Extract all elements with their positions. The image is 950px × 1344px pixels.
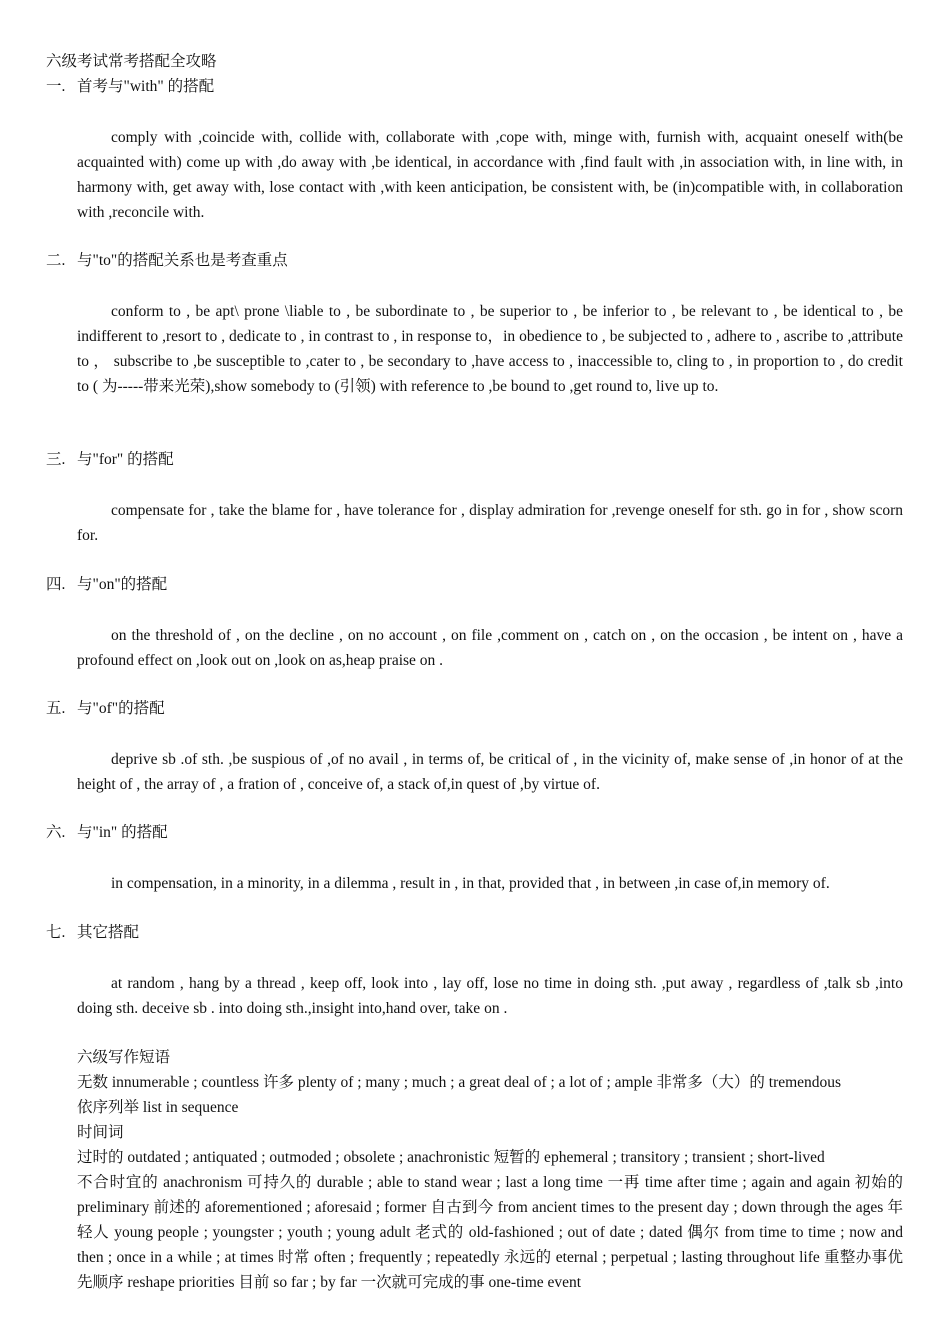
section-number: 五. — [46, 700, 66, 717]
writing-paragraph-time: 不合时宜的 anachronism 可持久的 durable ; able to stand wear ; last a long time 一再 time after time ; again and again 初始的 preliminary 前述的 aforementioned ; aforesaid ; former 自古到今 from ancient times to the present day ; down through the ages 年轻人 young people ; youngster ; youth ; young adult 老式的 old-fashioned ; out of date ; dated 偶尔 from time to time ; now and then ; once in a while ; at times 时常 often ; frequently ; repeatedly 永远的 eternal ; perpetual ; lasting throughout life 重整办事优先顺序 reshape priorities 目前 so far ; by far 一次就可完成的事 one-time event — [77, 1174, 903, 1291]
section-heading-for — [46, 450, 174, 470]
section-title: 与"on"的搭配 — [77, 576, 168, 593]
section-heading-with — [46, 77, 214, 97]
section-title: 与"to"的搭配关系也是考查重点 — [77, 252, 288, 269]
section-number: 七. — [46, 924, 66, 941]
section-title: 与"for" 的搭配 — [77, 451, 174, 468]
section-body-of: deprive sb .of sth. ,be suspious of ,of no avail , in terms of, be critical of , in the vicinity of, make sense of ,in honor of at the height of , the array of , a fration of , conceive of, a stack of,in quest of ,by virtue of. — [77, 751, 903, 793]
section-heading-other — [46, 923, 139, 943]
section-title: 与"of"的搭配 — [77, 700, 165, 717]
section-body-other: at random , hang by a thread , keep off, look into , lay off, lose no time in doing sth. ,put away , regardless of ,talk sb ,into doing sth. deceive sb . into doing sth.,insight into,hand over, take on . — [77, 975, 903, 1017]
writing-heading: 六级写作短语 — [77, 1049, 171, 1066]
section-number: 一. — [46, 78, 66, 95]
section-body-with: comply with ,coincide with, collide with, collaborate with ,cope with, minge with, furnish with, acquaint oneself with(be acquainted with) come up with ,do away with ,be identical, in accordance with ,find fault with ,in association with, in line with, in harmony with, get away with, lose contact with ,with keen anticipation, be consistent with, be (in)compatible with, in collaboration with ,reconcile with. — [77, 129, 903, 221]
writing-phrases-block — [77, 1045, 903, 1295]
section-number: 四. — [46, 576, 66, 593]
section-number: 三. — [46, 451, 66, 468]
section-heading-of — [46, 699, 165, 719]
writing-line-sequence: 依序列举 list in sequence — [77, 1099, 239, 1116]
section-title: 首考与"with" 的搭配 — [77, 78, 215, 95]
section-body-in: in compensation, in a minority, in a dilemma , result in , in that, provided that , in between ,in case of,in memory of. — [111, 875, 830, 892]
section-body-for: compensate for , take the blame for , have tolerance for , display admiration for ,revenge oneself for sth. go in for , show scorn for. — [77, 502, 903, 544]
section-title: 与"in" 的搭配 — [77, 824, 168, 841]
section-heading-in — [46, 823, 168, 843]
section-body-on: on the threshold of , on the decline , on no account , on file ,comment on , catch on , on the occasion , be intent on , have a profound effect on ,look out on ,look on as,heap praise on . — [77, 627, 903, 669]
writing-line-quantity: 无数 innumerable ; countless 许多 plenty of ; many ; much ; a great deal of ; a lot of ; ample 非常多（大）的 tremendous — [77, 1074, 842, 1091]
section-heading-on — [46, 575, 167, 595]
section-number: 六. — [46, 824, 66, 841]
section-heading-to — [46, 251, 288, 271]
writing-line-outdated: 过时的 outdated ; antiquated ; outmoded ; obsolete ; anachronistic 短暂的 ephemeral ; transitory ; transient ; short-lived — [77, 1149, 825, 1166]
section-title: 其它搭配 — [77, 924, 140, 941]
section-body-to: conform to , be apt\ prone \liable to , be subordinate to , be superior to , be inferior to , be relevant to , be identical to , be indifferent to ,resort to , dedicate to , in contrast to , in response to，in obedience to , be subjected to , adhere to , ascribe to ,attribute to ， subscribe to ,be susceptible to ,cater to , be secondary to ,have access to , inaccessible to, cling to , in proportion to , do credit to ( 为-----带来光荣),show somebody to (引领) with reference to ,be bound to ,get round to, live up to. — [77, 303, 903, 395]
section-number: 二. — [46, 252, 66, 269]
writing-line-time-heading: 时间词 — [77, 1124, 124, 1141]
document-title: 六级考试常考搭配全攻略 — [46, 53, 217, 70]
